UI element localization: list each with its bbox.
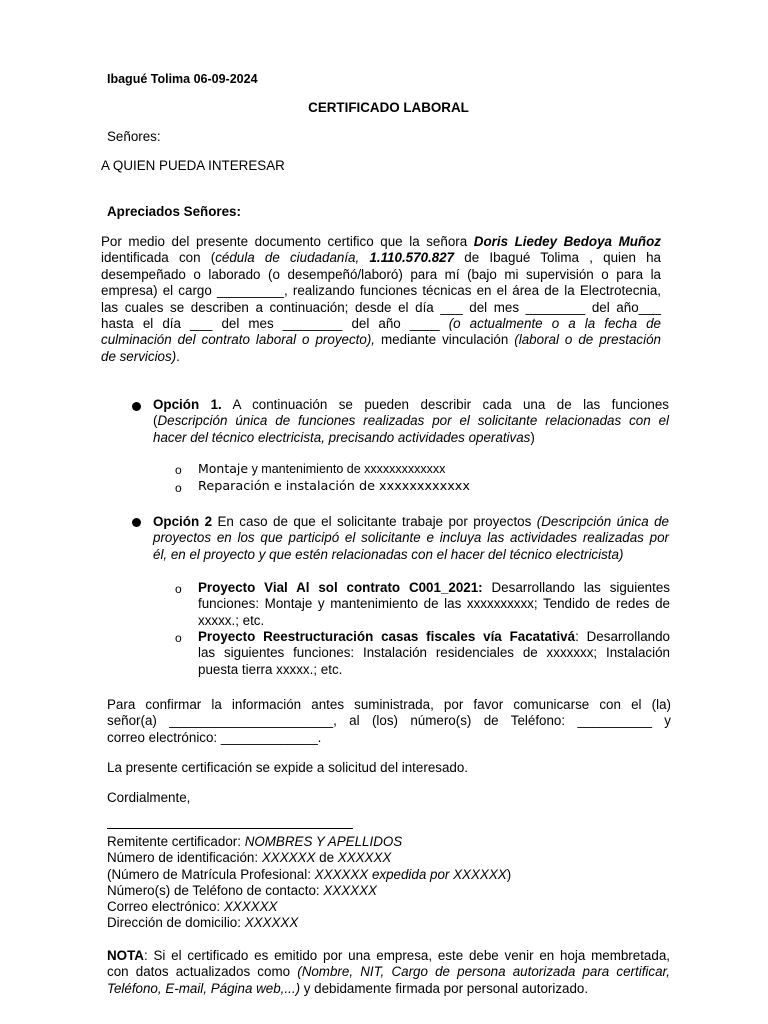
option-1-label: Opción 1. [153, 397, 222, 412]
id-number: 1.110.570.827 [369, 250, 455, 266]
list-item: Reparación e instalación de xxxxxxxxxxxx [198, 479, 470, 494]
project-name: Proyecto Vial Al sol contrato C001_2021: [198, 580, 483, 595]
signature-block: Remitente certificador: NOMBRES Y APELLIDOS Número de identificación: XXXXXX de XXXXXX (Número de Matrícula Profesional: XXXXXX expedida por XXXXXX) Número(s) de Teléfono de contacto: XXXXXX Correo electrónico: XXXXXX Dirección de domicilio: XXXXXX [107, 834, 512, 931]
closing: Cordialmente, [107, 790, 191, 805]
recipient: A QUIEN PUEDA INTERESAR [101, 158, 285, 173]
document-title: CERTIFICADO LABORAL [308, 100, 469, 115]
greeting: Apreciados Señores: [107, 204, 241, 219]
list-marker: o [175, 463, 182, 477]
confirm-paragraph: Para confirmar la información antes suministrada, por favor comunicarse con el (la) señor(a) ______________________, al (los) número(s) de Teléfono: __________ y correo electrónico: _____________. [107, 697, 671, 745]
list-item: Montaje y mantenimiento de xxxxxxxxxxxxx [198, 461, 446, 476]
note-paragraph: NOTA: Si el certificado es emitido por una empresa, este debe venir en hoja membretada, con datos actualizados como (Nombre, NIT, Cargo de persona autorizada para certificar, Teléfono, E-mail, Página web,...) y debidamente firmada por personal autorizado. [107, 948, 670, 996]
list-marker: o [175, 481, 182, 495]
list-marker: o [175, 582, 182, 596]
note-label: NOTA [107, 948, 144, 963]
project-item: Proyecto Reestructuración casas fiscales vía Facatativá: Desarrollando las siguientes funciones: Instalación residenciales de xxxxxxx; Instalación puesta tierra xxxxx.; etc. [198, 629, 670, 677]
bullet-icon [132, 518, 141, 527]
option-2-paragraph: Opción 2 En caso de que el solicitante trabaje por proyectos (Descripción única de proyectos en los que participó el solicitante e incluya las actividades realizadas por él, en el proyecto y que estén relacionadas con el hacer del técnico electricista) [153, 514, 669, 562]
project-item: Proyecto Vial Al sol contrato C001_2021: Desarrollando las siguientes funciones: Montaje y mantenimiento de las xxxxxxxxxx; Tendido de redes de xxxxx.; etc. [198, 580, 670, 628]
project-name: Proyecto Reestructuración casas fiscales vía Facatativá [198, 629, 576, 644]
option-1-paragraph: Opción 1. A continuación se pueden describir cada una de las funciones (Descripción única de funciones realizadas por el solicitante relacionadas con el hacer del técnico electricista, precisando actividades operativas) [153, 397, 669, 445]
signature-line [107, 828, 353, 829]
salutation: Señores: [107, 129, 161, 144]
issued-statement: La presente certificación se expide a solicitud del interesado. [107, 760, 469, 775]
place-date: Ibagué Tolima 06-09-2024 [107, 72, 258, 86]
bullet-icon [132, 402, 141, 411]
option-2-label: Opción 2 [153, 514, 213, 529]
list-marker: o [175, 631, 182, 645]
employee-name: Doris Liedey Bedoya Muñoz [473, 234, 661, 249]
intro-paragraph: Por medio del presente documento certifico que la señora Doris Liedey Bedoya Muñoz identificada con (cédula de ciudadanía, 1.110.570.827 de Ibagué Tolima , quien ha desempeñado o laborado (o desempeñó/laboró) para mí (bajo mi supervisión o para la empresa) el cargo _________, realizando funciones técnicas en el área de la Electrotecnia, las cuales se describen a continuación; desde el día ___ del mes ________ del año___ hasta el día ___ del mes ________ del año ____ (o actualmente o a la fecha de culminación del contrato laboral o proyecto), mediante vinculación (laboral o de prestación de servicios). [101, 234, 662, 364]
